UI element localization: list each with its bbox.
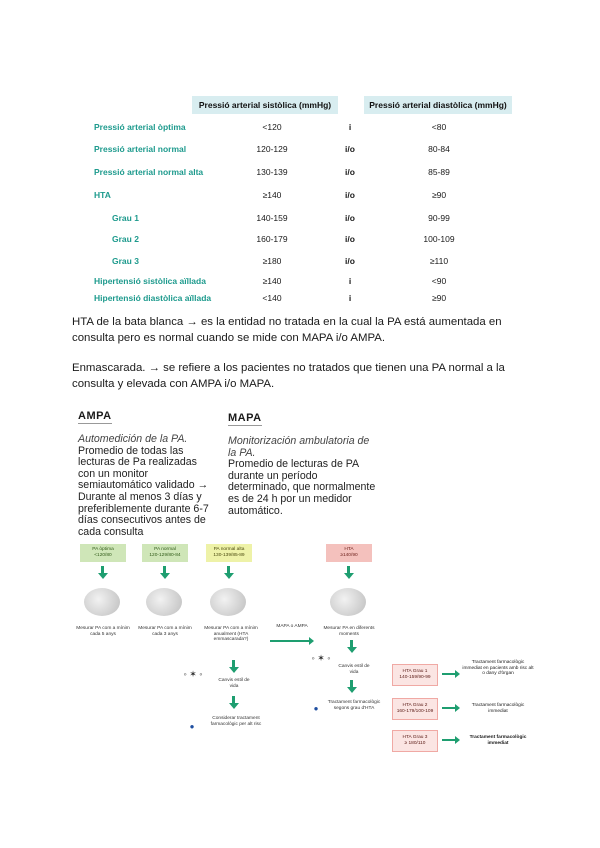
flow-measure-text: Mesurar PA com a mínim cada 5 anys [76,626,130,637]
table-connector: i [348,276,352,286]
table-row [0,276,600,290]
table-connector: i [348,293,352,303]
table-connector: i/o [345,256,355,266]
table-diastolic: <80 [431,122,447,132]
table-connector: i/o [345,144,355,154]
table-diastolic: 90-99 [428,213,450,223]
table-systolic: 140-159 [256,213,288,223]
white-coat-paragraph: HTA de la bata blanca → es la entidad no tratada en la cual la PA está aumentada en consulta pero es normal cuando se mide con MAPA i/o AMPA. [72,316,502,344]
ampa-title: AMPA [78,410,112,422]
flow-grade-box [392,664,438,686]
table-diastolic: ≥110 [429,256,449,266]
table-systolic: <120 [262,122,282,132]
table-category: Hipertensió diastòlica aïllada [94,293,212,303]
blood-pressure-measuring-illustration [146,588,182,616]
table-row [0,122,600,136]
table-row [0,190,600,204]
table-connector: i/o [345,213,355,223]
table-header-systolic: Pressió arterial sistòlica (mmHg) [192,96,338,114]
table-diastolic: 85-89 [428,167,450,177]
table-systolic: 130-139 [256,167,288,177]
table-row [0,293,600,307]
flow-box-normal [142,544,188,562]
mapa-title: MAPA [228,412,262,424]
flow-lifestyle-text: Canvis estil de vida [218,678,250,689]
flow-box-range: 130-139/85-89 [213,553,245,558]
flow-grade-result: Tractament farmacològic immediat [469,735,527,746]
flow-grade-range: ≥ 180/110 [404,741,426,746]
flow-grade-range: 160-179/100-109 [396,709,434,714]
table-systolic: 160-179 [256,234,288,244]
table-diastolic: <90 [431,276,447,286]
flow-arrow [229,667,239,673]
flow-grade-box [392,698,438,720]
table-row [0,256,600,270]
table-connector: i [348,122,352,132]
flow-arrow [347,647,357,653]
table-category: HTA [94,190,111,200]
table-row [0,234,600,248]
lifestyle-icons: ◦ ✶ ◦ [183,669,203,679]
table-diastolic: ≥90 [431,293,447,303]
table-category: Grau 3 [112,256,139,266]
masked-paragraph: Enmascarada. → se refiere a los pacientes no tratados que tienen una PA normal a la consulta y elevada con AMPA i/o MAPA. [72,362,505,390]
flow-box-range: <120/80 [94,553,112,558]
flow-grade-arrow [442,739,456,741]
table-systolic: ≥180 [262,256,282,266]
flow-box-high-normal [206,544,252,562]
ampa-subtitle: Automedición de la PA. [78,433,188,445]
lifestyle-icons: ◦ ✶ ◦ [311,653,331,663]
table-row [0,167,600,181]
table-category: Grau 2 [112,234,139,244]
flow-grade-label: HTA Grau 3 [402,735,428,741]
blood-pressure-measuring-illustration [330,588,366,616]
table-category: Grau 1 [112,213,139,223]
table-systolic: ≥140 [262,276,282,286]
pill-icon: ● [313,704,319,713]
table-connector: i/o [345,234,355,244]
flow-box-hta [326,544,372,562]
mapa-text: Promedio de lecturas de PA durante un período determinado, que normalmente es de 24 h por un medidor automático. [228,458,376,517]
flow-box-optimal [80,544,126,562]
flow-box-label: PA òptima [92,547,114,553]
flow-box-label: PA normal alta [213,547,245,553]
flow-box-label: PA normal [154,547,176,553]
table-category: Hipertensió sistòlica aïllada [94,276,206,286]
flow-grade-label: HTA Grau 2 [402,703,428,709]
table-systolic: ≥140 [262,190,282,200]
mapa-description [228,436,378,517]
pill-icon: ● [189,722,195,731]
table-row [0,213,600,227]
flow-grade-result: Tractament farmacològic immediat [471,703,525,714]
flow-grade-arrow [442,707,456,709]
table-connector: i/o [345,167,355,177]
flow-box-range: 120-129/80-84 [149,553,181,558]
table-category: Pressió arterial òptima [94,122,186,132]
ampa-description [78,434,214,538]
flow-arrow [229,703,239,709]
table-row [0,144,600,158]
mapa-subtitle: Monitorización ambulatoria de la PA. [228,435,370,459]
flow-treatment-text: Tractament farmacològic segons grau d'HTA [327,700,381,711]
table-diastolic: ≥90 [431,190,447,200]
flow-box-range: ≥140/90 [340,553,358,558]
flow-mapa-ampa-arrow [270,640,310,642]
flow-measure-text: Mesurar PA com a mínim cada 3 anys [138,626,192,637]
table-systolic: <140 [262,293,282,303]
blood-pressure-measuring-illustration [210,588,246,616]
flow-mapa-ampa-label: MAPA o AMPA [276,624,308,629]
table-diastolic: 100-109 [423,234,455,244]
flow-grade-result: Tractament farmacològic immediat en pacients amb risc alt o dany d'òrgan [462,660,534,677]
flow-arrow [344,573,354,579]
table-category: Pressió arterial normal alta [94,167,204,177]
table-systolic: 120-129 [256,144,288,154]
flow-arrow [224,573,234,579]
flow-grade-range: 140-159/90-99 [399,675,431,680]
table-header-diastolic: Pressió arterial diastòlica (mmHg) [364,96,512,114]
flow-measure-text: Mesurar PA en diferents moments [323,626,375,637]
table-category: Pressió arterial normal [94,144,187,154]
table-diastolic: 80-84 [428,144,450,154]
flow-consider-text: Considerar tractament farmacològic per alt risc [210,716,262,727]
flow-grade-arrow [442,673,456,675]
flow-arrow [160,573,170,579]
blood-pressure-measuring-illustration [84,588,120,616]
table-connector: i/o [345,190,355,200]
flow-box-label: HTA [344,547,354,553]
flow-arrow [98,573,108,579]
flow-lifestyle-text: Canvis estil de vida [338,664,370,675]
flow-arrow [347,687,357,693]
flow-measure-text: Mesurar PA com a mínim anualment (HTA emmascarada?) [204,626,258,643]
flow-grade-box [392,730,438,752]
flow-grade-label: HTA Grau 1 [402,669,428,675]
ampa-text: Promedio de todas las lecturas de Pa realizadas con un monitor semiautomático validado → Durante al menos 3 días y preferiblemente durante 6-7 días consecutivos antes de cada consulta [78,444,209,538]
